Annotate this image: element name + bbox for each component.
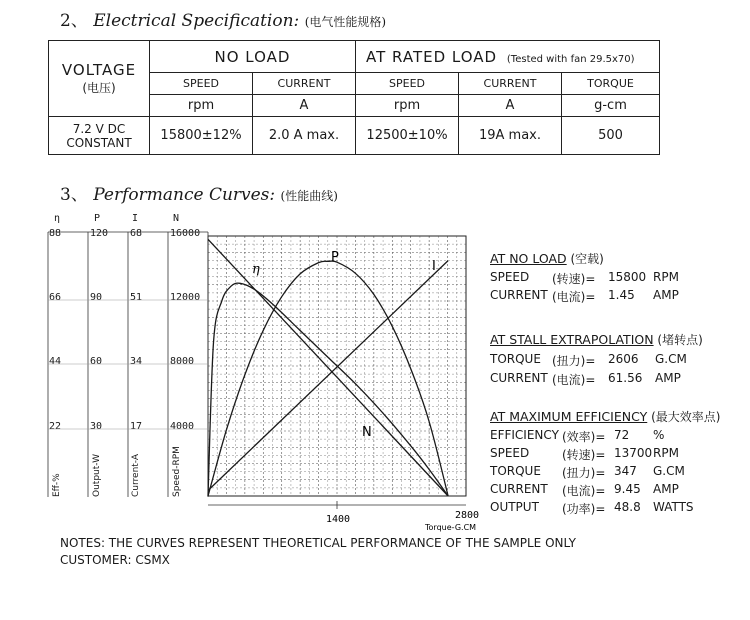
row-label: TORQUE: [490, 352, 541, 366]
no-load-current-header: CURRENT: [253, 73, 356, 95]
no-load-speed-value: 15800±12%: [150, 117, 253, 155]
curve-p: [208, 261, 448, 496]
rated-current-value: 19A max.: [459, 117, 562, 155]
axis-column-lines: [48, 232, 466, 509]
notes-line: NOTES: THE CURVES REPRESENT THEORETICAL PERFORMANCE OF THE SAMPLE ONLY: [60, 536, 576, 550]
curve-label-p: P: [331, 250, 339, 265]
voltage-label-cn: (电压): [82, 81, 116, 95]
curve-label-n: N: [362, 425, 372, 440]
row-label: TORQUE: [490, 464, 541, 478]
rated-speed-header: SPEED: [356, 73, 459, 95]
row-value: 347: [614, 464, 637, 478]
no-load-title: AT NO LOAD: [490, 251, 567, 266]
curve-eta: [208, 283, 448, 496]
curve-label-i: I: [432, 259, 436, 274]
row-unit: %: [653, 428, 665, 442]
customer-line: CUSTOMER: CSMX: [60, 553, 170, 567]
row-label-cn: (扭力)=: [562, 466, 606, 480]
section-3-title-cn: (性能曲线): [280, 189, 338, 203]
rated-speed-value: 12500±10%: [356, 117, 459, 155]
row-label-cn: (功率)=: [562, 502, 606, 516]
no-load-speed-unit: rpm: [150, 95, 253, 117]
curve-i: [208, 261, 448, 491]
row-unit: G.CM: [655, 352, 687, 366]
row-value: 2606: [608, 352, 639, 366]
chart-grid: [208, 236, 466, 496]
speed-tick: 4000: [170, 421, 195, 432]
row-value: 72: [614, 428, 630, 442]
current-tick: 68: [130, 228, 143, 239]
no-load-header: NO LOAD: [150, 41, 356, 73]
speed-tick: 16000: [170, 228, 201, 239]
x-tick-2800: 2800: [455, 510, 480, 521]
current-axis-label: Current-A: [131, 453, 141, 497]
no-load-current-unit: A: [253, 95, 356, 117]
current-tick: 17: [130, 421, 143, 432]
speed-axis-header: N: [173, 213, 180, 224]
eff-axis-label: Eff-%: [52, 473, 62, 497]
section-2-heading: [60, 6, 386, 31]
section-2-number: 2、: [60, 11, 88, 31]
no-load-title-cn: (空载): [570, 252, 604, 266]
power-tick: 60: [90, 356, 103, 367]
row-label: CURRENT: [490, 482, 548, 496]
voltage-value-line2: CONSTANT: [66, 135, 132, 150]
row-value: 13700: [614, 446, 653, 460]
rated-load-header-cell: [356, 41, 660, 73]
rated-torque-unit: g-cm: [562, 95, 660, 117]
x-tick-1400: 1400: [326, 514, 351, 525]
current-tick: 34: [130, 356, 143, 367]
eff-tick: 88: [49, 228, 62, 239]
max-eff-title-cn: (最大效率点): [651, 410, 721, 424]
rated-torque-header: TORQUE: [562, 73, 660, 95]
stall-section-title: [490, 331, 703, 348]
speed-tick: 8000: [170, 356, 195, 367]
row-unit: AMP: [653, 482, 679, 496]
no-load-section-title: [490, 250, 604, 267]
power-tick: 30: [90, 421, 103, 432]
rated-speed-unit: rpm: [356, 95, 459, 117]
eff-tick: 22: [49, 421, 62, 432]
voltage-label: VOLTAGE: [61, 61, 137, 79]
row-label: OUTPUT: [490, 500, 539, 514]
row-unit: AMP: [655, 371, 681, 385]
power-tick: 120: [90, 228, 109, 239]
rated-torque-value: 500: [562, 117, 660, 155]
max-eff-section-title: [490, 408, 720, 425]
rated-current-header: CURRENT: [459, 73, 562, 95]
eff-tick: 66: [49, 292, 62, 303]
row-label: CURRENT: [490, 371, 548, 385]
row-label: EFFICIENCY: [490, 428, 559, 442]
x-axis-label: Torque-G.CM: [425, 523, 477, 532]
speed-tick: 12000: [170, 292, 201, 303]
row-label-cn: (电流)=: [552, 290, 596, 304]
voltage-header-cell: [49, 41, 150, 117]
power-tick: 90: [90, 292, 103, 303]
row-label: SPEED: [490, 270, 530, 284]
row-unit: G.CM: [653, 464, 685, 478]
rated-current-unit: A: [459, 95, 562, 117]
row-value: 48.8: [614, 500, 641, 514]
row-unit: RPM: [653, 270, 679, 284]
curve-n: [208, 239, 448, 496]
row-value: 1.45: [608, 288, 635, 302]
section-3-heading: [60, 180, 338, 205]
curve-label-eta: η: [252, 262, 260, 277]
speed-axis-label: Speed-RPM: [172, 446, 182, 497]
rated-load-header: AT RATED LOAD: [366, 47, 498, 66]
eff-tick: 44: [49, 356, 62, 367]
row-label-cn: (扭力)=: [552, 354, 596, 368]
row-unit: AMP: [653, 288, 679, 302]
row-unit: RPM: [653, 446, 679, 460]
row-label-cn: (电流)=: [552, 373, 596, 387]
power-axis-header: P: [94, 213, 101, 224]
row-label-cn: (效率)=: [562, 430, 606, 444]
stall-title: AT STALL EXTRAPOLATION: [490, 332, 654, 347]
chart-curves: [208, 239, 448, 496]
eff-axis-header: η: [54, 213, 61, 224]
row-label: SPEED: [490, 446, 530, 460]
current-tick: 51: [130, 292, 143, 303]
rated-load-note: (Tested with fan 29.5x70): [506, 53, 635, 65]
row-unit: WATTS: [653, 500, 694, 514]
section-2-title-cn: (电气性能规格): [304, 15, 387, 29]
voltage-value: 7.2 V DC: [72, 121, 126, 136]
section-3-number: 3、: [60, 185, 88, 205]
row-value: 61.56: [608, 371, 643, 385]
stall-title-cn: (堵转点): [657, 333, 703, 347]
section-3-title: Performance Curves:: [93, 185, 276, 205]
row-label-cn: (转速)=: [552, 272, 596, 286]
power-axis-label: Output-W: [92, 453, 102, 497]
row-label-cn: (电流)=: [562, 484, 606, 498]
row-label-cn: (转速)=: [562, 448, 606, 462]
row-value: 15800: [608, 270, 647, 284]
row-label: CURRENT: [490, 288, 548, 302]
voltage-value-cell: [49, 117, 150, 155]
no-load-speed-header: SPEED: [150, 73, 253, 95]
no-load-current-value: 2.0 A max.: [253, 117, 356, 155]
max-eff-title: AT MAXIMUM EFFICIENCY: [490, 409, 648, 424]
electrical-spec-table: [48, 40, 660, 155]
section-2-title: Electrical Specification:: [93, 11, 300, 31]
plot-frame: [208, 236, 466, 496]
row-value: 9.45: [614, 482, 641, 496]
current-axis-header: I: [132, 213, 139, 224]
